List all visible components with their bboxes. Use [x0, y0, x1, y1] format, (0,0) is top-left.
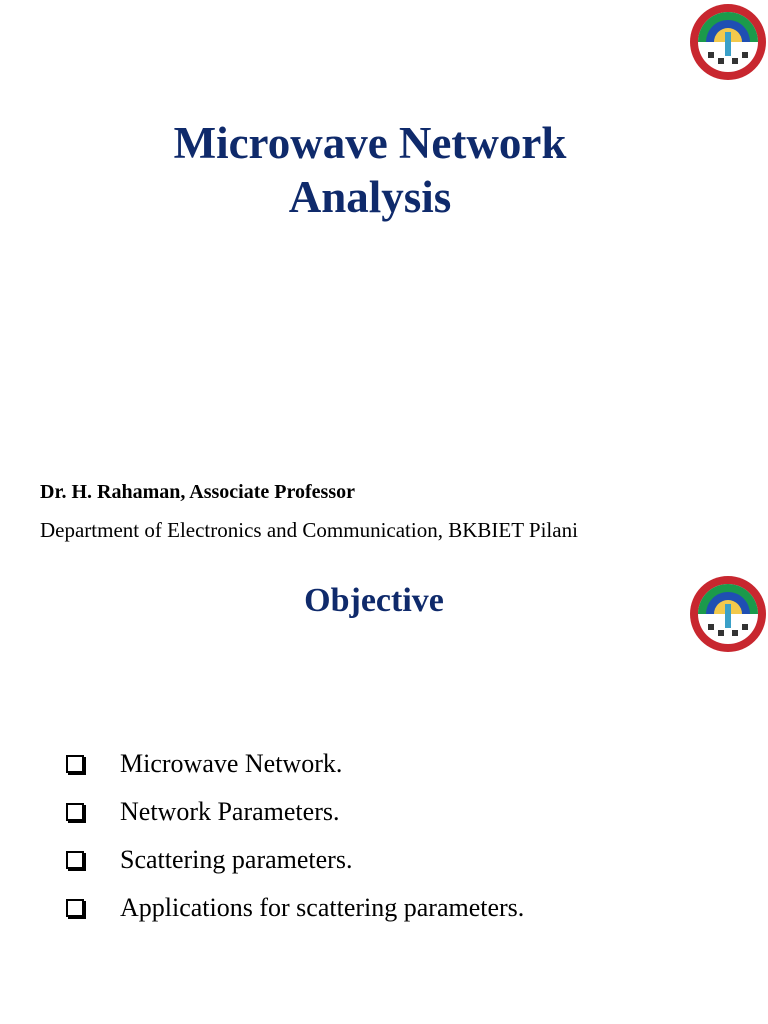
checkbox-bullet-icon — [66, 755, 84, 773]
checkbox-bullet-icon — [66, 899, 84, 917]
checkbox-bullet-icon — [66, 851, 84, 869]
list-item-text: Network Parameters. — [120, 797, 340, 826]
list-item-text: Applications for scattering parameters. — [120, 893, 525, 922]
institute-emblem-icon — [688, 2, 768, 82]
list-item-text: Scattering parameters. — [120, 845, 353, 874]
list-item — [66, 836, 524, 884]
list-item — [66, 884, 524, 932]
department-name: Department of Electronics and Communication, BKBIET Pilani — [40, 518, 578, 542]
objective-list — [66, 740, 524, 932]
list-item — [66, 788, 524, 836]
title-line-2: Analysis — [288, 172, 452, 222]
list-item-text: Microwave Network. — [120, 749, 343, 778]
checkbox-bullet-icon — [66, 803, 84, 821]
objective-heading: Objective — [304, 582, 444, 619]
title-line-1: Microwave Network — [173, 118, 567, 168]
author-name: Dr. H. Rahaman, Associate Professor — [40, 481, 355, 503]
list-item — [66, 740, 524, 788]
slide-title — [0, 116, 740, 224]
